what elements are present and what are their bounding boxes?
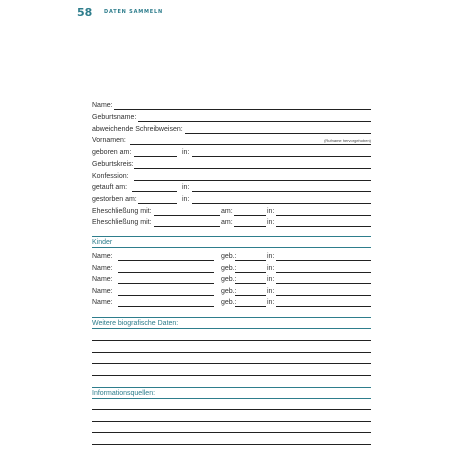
kind-geb-label: geb.: [221,299,237,306]
vornamen-field[interactable] [130,144,371,145]
geboren-in-field[interactable] [192,156,371,157]
weitere-line[interactable] [92,352,371,353]
weitere-line[interactable] [92,375,371,376]
gestorben-in-label: in: [182,196,190,203]
weitere-section-header [92,317,371,329]
kind-in-label: in: [267,276,275,283]
kind-in-label: in: [267,299,275,306]
kind-name-label: Name: [92,276,113,283]
eheschliessung-date-field[interactable] [234,226,266,227]
weitere-title: Weitere biografische Daten: [92,320,179,327]
getauft-row [92,181,371,192]
gestorben-in-field[interactable] [192,203,371,204]
section-divider [92,236,371,237]
eheschliessung-label: Eheschließung mit: [92,208,152,215]
rufname-note: (Rufname hervorgehoben) [324,138,371,143]
kind-in-field[interactable] [276,260,371,261]
kind-name-field[interactable] [118,260,214,261]
kind-row [92,250,371,261]
kind-geb-label: geb.: [221,253,237,260]
eheschliessung-in-field[interactable] [276,226,371,227]
kind-name-field[interactable] [118,283,214,284]
section-header: DATEN SAMMELN [104,9,163,15]
vornamen-label: Vornamen: [92,137,126,144]
eheschliessung-am-label: am: [221,208,233,215]
eheschliessung-partner-field[interactable] [154,226,220,227]
kind-geb-field[interactable] [235,306,266,307]
geburtsname-label: Geburtsname: [92,114,137,121]
kind-name-label: Name: [92,253,113,260]
konfession-label: Konfession: [92,173,129,180]
name-field[interactable] [114,109,371,110]
schreibweisen-row [92,123,371,134]
kind-in-label: in: [267,265,275,272]
kinder-title: Kinder [92,239,113,246]
kind-name-label: Name: [92,265,113,272]
kind-geb-label: geb.: [221,276,237,283]
gestorben-date-field[interactable] [138,203,177,204]
section-divider [92,398,371,399]
kind-in-field[interactable] [276,283,371,284]
getauft-date-field[interactable] [132,191,177,192]
eheschliessung-am-label: am: [221,219,233,226]
kind-row [92,273,371,284]
schreibweisen-label: abweichende Schreibweisen: [92,126,183,133]
kind-name-label: Name: [92,288,113,295]
geburtskreis-row [92,158,371,169]
geboren-date-field[interactable] [134,156,177,157]
geburtsname-field[interactable] [138,121,371,122]
getauft-label: getauft am: [92,184,128,191]
kind-row [92,296,371,307]
name-label: Name: [92,102,113,109]
kind-in-label: in: [267,288,275,295]
geburtsname-row [92,111,371,122]
eheschliessung-row-2 [92,216,371,227]
section-divider [92,247,371,248]
quellen-line[interactable] [92,432,371,433]
getauft-in-field[interactable] [192,191,371,192]
gestorben-row [92,193,371,204]
kind-in-field[interactable] [276,306,371,307]
kind-geb-label: geb.: [221,288,237,295]
konfession-row [92,170,371,181]
kind-row [92,262,371,273]
weitere-line[interactable] [92,340,371,341]
page-number: 58 [77,6,93,19]
quellen-title: Informationsquellen: [92,390,156,397]
geboren-in-label: in: [182,149,190,156]
kind-geb-label: geb.: [221,265,237,272]
geboren-row [92,146,371,157]
gestorben-label: gestorben am: [92,196,137,203]
name-row [92,99,371,110]
kind-name-field[interactable] [118,306,214,307]
kinder-section-header [92,236,371,248]
kind-in-label: in: [267,253,275,260]
eheschliessung-label: Eheschließung mit: [92,219,152,226]
geburtskreis-field[interactable] [134,168,371,169]
geburtskreis-label: Geburtskreis: [92,161,134,168]
kind-row [92,285,371,296]
weitere-line[interactable] [92,363,371,364]
eheschliessung-in-label: in: [267,208,275,215]
eheschliessung-row-1 [92,205,371,216]
quellen-line[interactable] [92,409,371,410]
eheschliessung-in-label: in: [267,219,275,226]
quellen-line[interactable] [92,421,371,422]
section-divider [92,387,371,388]
kind-geb-field[interactable] [235,260,266,261]
geboren-label: geboren am: [92,149,132,156]
quellen-section-header [92,387,371,399]
section-divider [92,328,371,329]
getauft-in-label: in: [182,184,190,191]
quellen-line[interactable] [92,444,371,445]
section-divider [92,317,371,318]
vornamen-row [92,134,371,145]
kind-name-label: Name: [92,299,113,306]
kind-geb-field[interactable] [235,283,266,284]
